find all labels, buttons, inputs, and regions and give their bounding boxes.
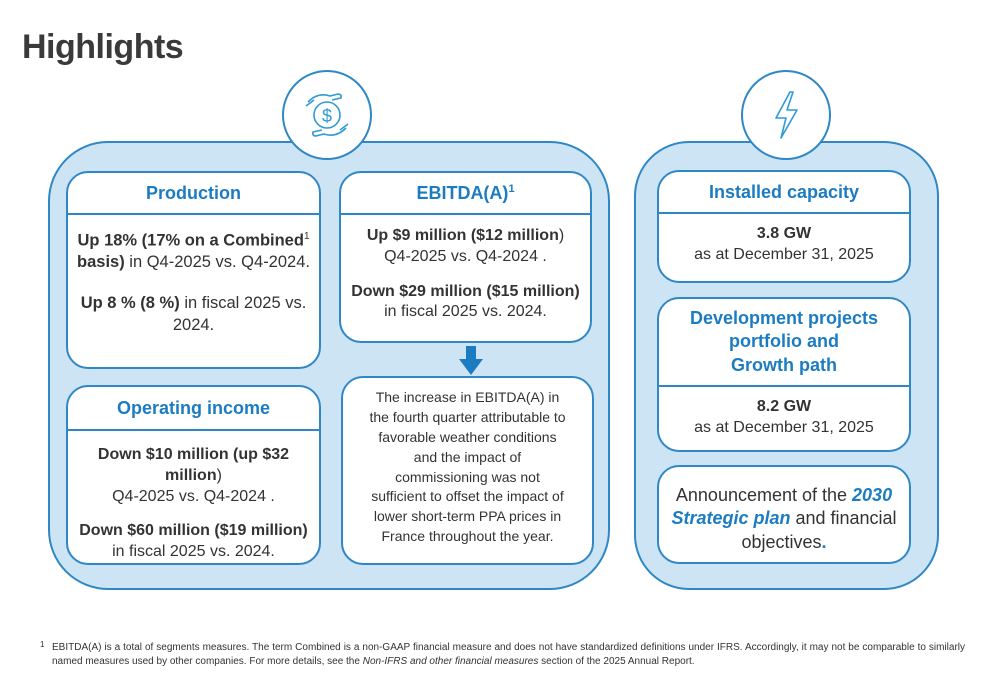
explanation-line: commissioning was not (395, 468, 540, 485)
production-footnote-ref: 1 (303, 231, 310, 242)
announcement-text: and financial (790, 508, 897, 529)
development-date: as at December 31, 2025 (694, 418, 874, 436)
explanation-card (341, 376, 594, 565)
operating-q4-paren: ) (216, 466, 222, 484)
page-title: Highlights (22, 28, 184, 66)
footnote-text-end: section of the 2025 Annual Report. (538, 656, 695, 667)
installed-capacity-date: as at December 31, 2025 (694, 245, 874, 263)
development-card (657, 297, 911, 452)
production-title: Production (68, 173, 319, 215)
installed-capacity-value: 3.8 GW (756, 225, 812, 242)
ebitda-q4-compare: Q4-2025 vs. Q4-2024 . (384, 247, 547, 265)
announcement-period: . (821, 531, 827, 552)
lightning-bolt-icon (743, 72, 829, 158)
explanation-line: and the impact of (413, 448, 522, 465)
footnote-number: 1 (40, 640, 45, 649)
footnote-text: EBITDA(A) is a total of segments measures. The term Combined is a non-GAAP financial measure and does not have standardized definitions under IFRS. Accordingly, it may not be comparable to similarly named measures used by other companies. For more details, see the (52, 642, 965, 667)
explanation-line: favorable weather conditions (378, 428, 557, 445)
svg-text:$: $ (321, 106, 333, 126)
explanation-line: lower short-term PPA prices in (373, 508, 562, 525)
ebitda-title: EBITDA(A) (416, 182, 509, 203)
operating-fiscal-bold: Down $60 million ($19 million) (79, 522, 308, 540)
operating-q4-bold: Down $10 million (up $32 million (97, 446, 290, 484)
production-fiscal-compare: in fiscal 2025 vs. (179, 294, 307, 313)
ebitda-q4-paren: ) (558, 227, 565, 244)
energy-icon-circle (741, 70, 831, 160)
development-title-line: Growth path (731, 354, 837, 375)
development-title-line: Development projects (689, 307, 879, 328)
operating-q4-compare: Q4-2025 vs. Q4-2024 . (112, 487, 275, 505)
production-q4-compare: in Q4-2025 vs. Q4-2024. (124, 252, 310, 271)
operating-income-title: Operating income (68, 387, 319, 431)
dollar-hands-icon (284, 72, 370, 158)
explanation-line: sufficient to offset the impact of (371, 488, 564, 505)
announcement-year: 2030 (852, 485, 893, 505)
ebitda-fiscal-compare: in fiscal 2025 vs. 2024. (384, 303, 547, 321)
announcement-plan: Strategic plan (671, 508, 791, 529)
explanation-line: France throughout the year. (381, 528, 554, 545)
operating-income-card (66, 385, 321, 565)
development-value: 8.2 GW (756, 398, 812, 415)
explanation-line: The increase in EBITDA(A) in (375, 389, 560, 405)
ebitda-fiscal-bold: Down $29 million ($15 million) (351, 282, 580, 300)
announcement-text: Announcement of the (675, 485, 853, 505)
announcement-card (657, 465, 911, 564)
footnote (40, 641, 965, 669)
arrow-down-icon (459, 346, 483, 376)
production-basis: basis) (77, 252, 125, 271)
production-fiscal-year: 2024. (172, 315, 215, 334)
production-q4-bold: Up 18% (17% on a Combined (77, 231, 304, 250)
production-fiscal-bold: Up 8 % (8 %) (80, 294, 180, 313)
production-card (66, 171, 321, 369)
ebitda-footnote-ref: 1 (508, 183, 515, 195)
announcement-text: objectives (741, 531, 822, 552)
operating-fiscal-compare: in fiscal 2025 vs. 2024. (112, 543, 275, 561)
development-title-line: portfolio and (729, 331, 839, 352)
ebitda-q4-bold: Up $9 million ($12 million (366, 227, 559, 244)
financial-icon-circle (282, 70, 372, 160)
footnote-italic: Non-IFRS and other financial measures (362, 656, 539, 667)
installed-capacity-title: Installed capacity (659, 172, 909, 214)
ebitda-card (339, 171, 592, 343)
explanation-line: the fourth quarter attributable to (369, 408, 566, 425)
installed-capacity-card (657, 170, 911, 283)
